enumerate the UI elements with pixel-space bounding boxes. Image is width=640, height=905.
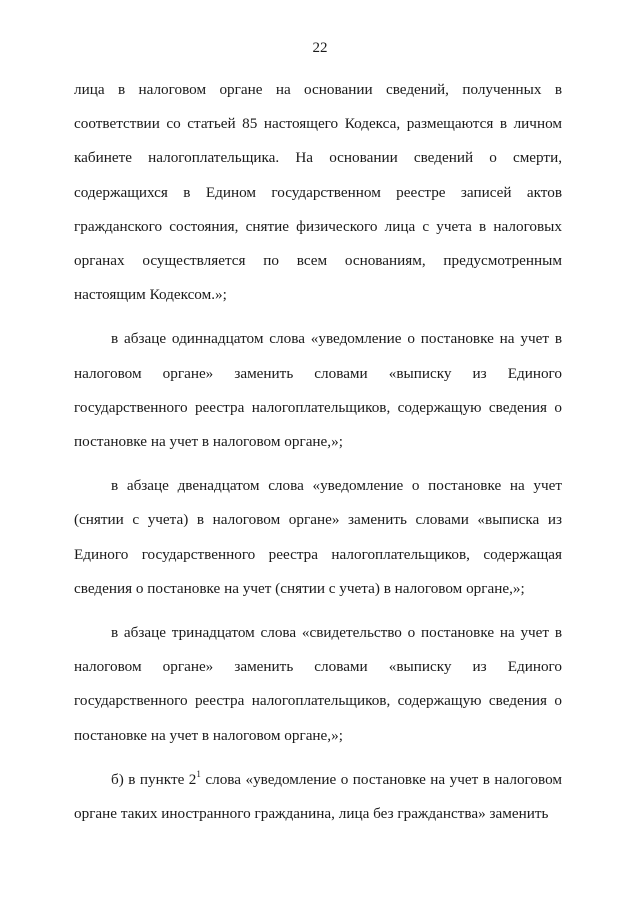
document-body <box>74 73 562 831</box>
paragraph-item-b-prefix: б) в пункте 2 <box>111 770 197 788</box>
paragraph-spacer <box>74 312 562 322</box>
paragraph-spacer <box>74 459 562 469</box>
paragraph-item-b-superscript: 1 <box>196 768 201 779</box>
paragraph-spacer <box>74 753 562 763</box>
paragraph-abzac-12: в абзаце двенадцатом слова «уведомление о постановке на учет (снятии с учета) в налоговом органе» заменить словами «выписка из Единого государственного реестра налогоплательщиков, содержащая сведения о постановке на учет (снятии с учета) в налоговом органе,»; <box>74 477 562 597</box>
paragraph-abzac-13: в абзаце тринадцатом слова «свидетельство о постановке на учет в налоговом органе» заменить словами «выписку из Единого государственного реестра налогоплательщиков, содержащую сведения о постановке на учет в налоговом органе,»; <box>74 624 562 744</box>
paragraph-continuation: лица в налоговом органе на основании сведений, полученных в соответствии со статьей 85 настоящего Кодекса, размещаются в личном кабинете налогоплательщика. На основании сведений о смерти, содержащихся в Едином государственном реестре записей актов гражданского состояния, снятие физического лица с учета в налоговых органах осуществляется по всем основаниям, предусмотренным настоящим Кодексом.»; <box>74 81 562 304</box>
paragraph-abzac-11: в абзаце одиннадцатом слова «уведомление о постановке на учет в налоговом органе» заменить словами «выписку из Единого государственного реестра налогоплательщиков, содержащую сведения о постановке на учет в налоговом органе,»; <box>74 330 562 451</box>
paragraph-item-b <box>74 763 562 831</box>
page-number: 22 <box>312 40 328 56</box>
paragraph-item-b-text: слова «уведомление о постановке на учет в налоговом органе таких иностранного гражданина, лица без гражданства» заменить <box>74 770 562 823</box>
paragraph-spacer <box>74 606 562 616</box>
